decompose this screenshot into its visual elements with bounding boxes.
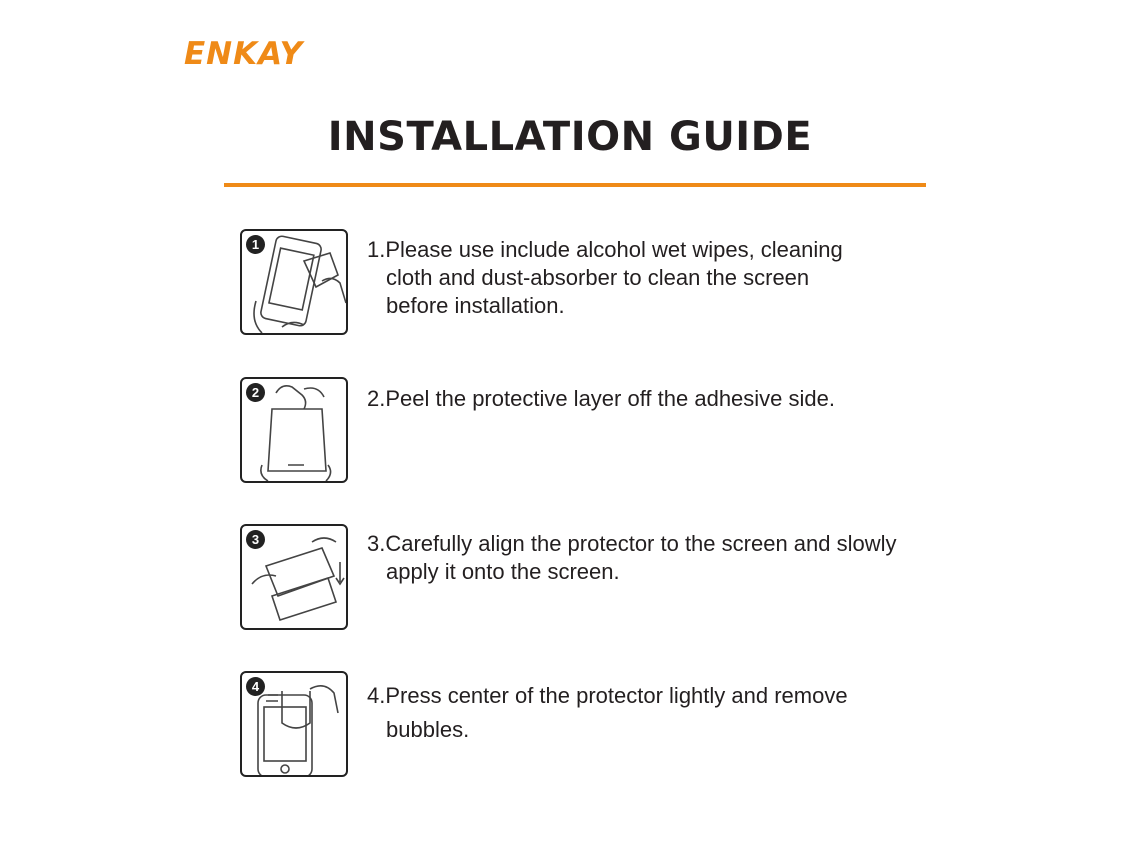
peel-film-icon xyxy=(240,377,348,483)
enkay-logo: ENKAY xyxy=(184,36,304,72)
step-number: 1 xyxy=(246,235,265,254)
step-1-text xyxy=(367,236,843,320)
phone-cleaning-icon xyxy=(240,229,348,335)
page-title: INSTALLATION GUIDE xyxy=(327,114,813,160)
step-number: 4 xyxy=(246,677,265,696)
step-line: 4.Press center of the protector lightly and remove xyxy=(367,683,848,708)
step-3-text xyxy=(367,530,897,586)
step-2-text xyxy=(367,385,835,413)
step-number: 3 xyxy=(246,530,265,549)
step-4-text xyxy=(367,679,848,747)
step-line: apply it onto the screen. xyxy=(386,559,620,584)
step-number: 2 xyxy=(246,383,265,402)
title-divider xyxy=(224,183,926,187)
step-line: cloth and dust-absorber to clean the screen xyxy=(386,265,810,290)
step-line: 2.Peel the protective layer off the adhesive side. xyxy=(367,386,835,411)
step-line: 3.Carefully align the protector to the screen and slowly xyxy=(367,531,897,556)
step-line: before installation. xyxy=(386,293,565,318)
align-protector-icon xyxy=(240,524,348,630)
step-line: bubbles. xyxy=(386,717,470,742)
press-bubbles-icon xyxy=(240,671,348,777)
step-line: 1.Please use include alcohol wet wipes, cleaning xyxy=(367,237,843,262)
